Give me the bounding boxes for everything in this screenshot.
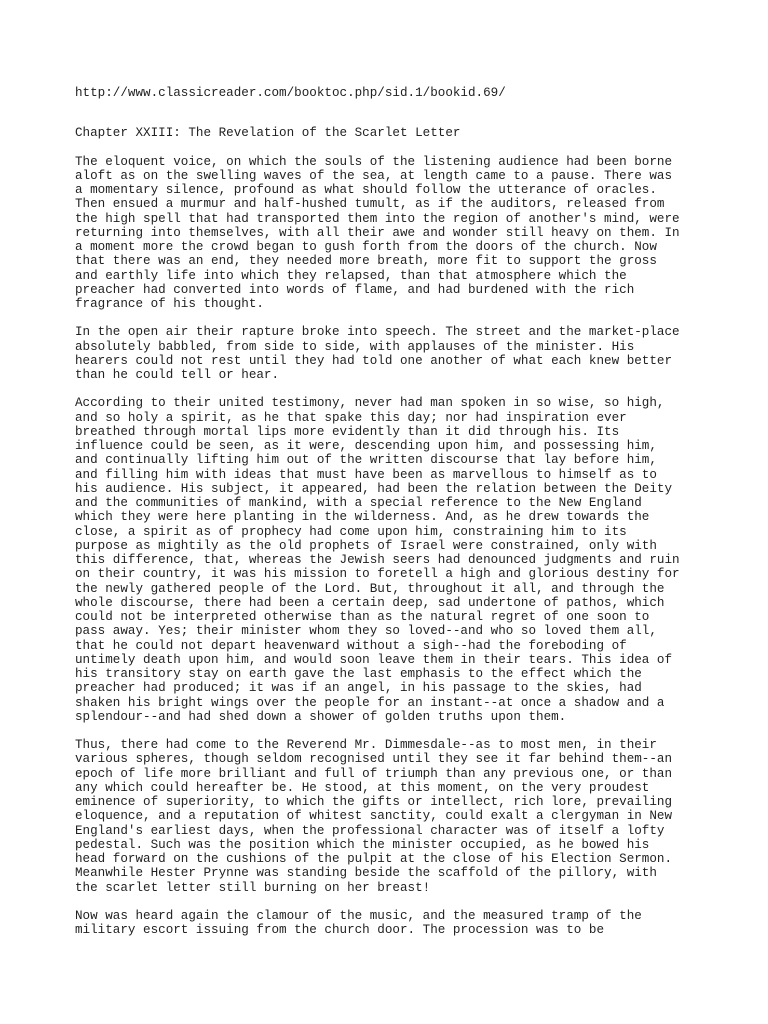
text-line: In the open air their rapture broke into speech. The street and the market-place: [75, 325, 680, 340]
text-line: on their country, it was his mission to foretell a high and glorious destiny for: [75, 567, 680, 582]
text-line: eloquence, and a reputation of whitest sanctity, could exalt a clergyman in New: [75, 809, 673, 824]
text-line: and so holy a spirit, as he that spake this day; nor had inspiration ever: [75, 410, 627, 425]
text-line: Thus, there had come to the Reverend Mr. Dimmesdale--as to most men, in their: [75, 738, 657, 752]
text-line: hearers could not rest until they had told one another of what each knew better: [75, 353, 673, 368]
chapter-body: [75, 155, 755, 938]
text-line: pedestal. Such was the position which the minister occupied, as he bowed his: [75, 837, 650, 852]
text-line: whole discourse, there had been a certain deep, sad undertone of pathos, which: [75, 595, 665, 610]
text-line: Now was heard again the clamour of the music, and the measured tramp of the: [75, 908, 642, 923]
text-line: splendour--and had shed down a shower of golden truths upon them.: [75, 709, 567, 724]
text-line: a momentary silence, profound as what should follow the utterance of oracles.: [75, 183, 657, 197]
text-line: his audience. His subject, it appeared, had been the relation between the Deity: [75, 481, 673, 496]
document-page: [75, 86, 755, 951]
text-line: Then ensued a murmur and half-hushed tumult, as if the auditors, released from: [75, 197, 665, 212]
text-line: his transitory stay on earth gave the last emphasis to the effect which the: [75, 667, 642, 681]
text-line: various spheres, though seldom recognised until they see it far behind them--an: [75, 752, 673, 767]
paragraph: [75, 738, 755, 895]
text-line: close, a spirit as of prophecy had come upon him, constraining him to its: [75, 524, 627, 539]
text-line: influence could be seen, as it were, descending upon him, and possessing him,: [75, 439, 657, 453]
text-line: could not be interpreted otherwise than as the natural regret of one soon to: [75, 610, 650, 624]
text-line: military escort issuing from the church door. The procession was to be: [75, 923, 605, 937]
text-line: any which could hereafter be. He stood, at this moment, on the very proudest: [75, 780, 650, 795]
text-line: Meanwhile Hester Prynne was standing beside the scaffold of the pillory, with: [75, 866, 657, 881]
text-line: the high spell that had transported them into the region of another's mind, were: [75, 211, 680, 226]
text-line: the scarlet letter still burning on her breast!: [75, 880, 431, 895]
text-line: than he could tell or hear.: [75, 368, 280, 382]
text-line: the newly gathered people of the Lord. But, throughout it all, and through the: [75, 581, 665, 596]
source-url: http://www.classicreader.com/booktoc.php/sid.1/bookid.69/: [75, 86, 506, 100]
text-line: pass away. Yes; their minister whom they so loved--and who so loved them all,: [75, 624, 657, 639]
paragraph: [75, 396, 755, 724]
text-line: epoch of life more brilliant and full of triumph than any previous one, or than: [75, 766, 673, 781]
text-line: preacher had produced; it was if an angel, in his passage to the skies, had: [75, 681, 642, 696]
text-line: that there was an end, they needed more breath, more fit to support the gross: [75, 254, 657, 269]
text-line: this difference, that, whereas the Jewish seers had denounced judgments and ruin: [75, 553, 680, 567]
text-line: a moment more the crowd began to gush forth from the doors of the church. Now: [75, 240, 657, 254]
text-line: and filling him with ideas that must have been as marvellous to himself as to: [75, 467, 657, 482]
text-line: breathed through mortal lips more evidently than it did through his. Its: [75, 424, 620, 439]
text-line: purpose as mightily as the old prophets of Israel were constrained, only with: [75, 538, 657, 553]
text-line: returning into themselves, with all their awe and wonder still heavy on them. In: [75, 225, 680, 240]
text-line: and continually lifting him out of the written discourse that lay before him,: [75, 453, 657, 468]
text-line: preacher had converted into words of flame, and had burdened with the rich: [75, 282, 635, 297]
text-line: fragrance of his thought.: [75, 297, 264, 311]
paragraph: [75, 909, 755, 938]
text-line: aloft as on the swelling waves of the sea, at length came to a pause. There was: [75, 168, 673, 183]
text-line: that he could not depart heavenward without a sigh--had the foreboding of: [75, 638, 627, 653]
text-line: England's earliest days, when the professional character was of itself a lofty: [75, 823, 665, 838]
text-line: According to their united testimony, never had man spoken in so wise, so high,: [75, 396, 665, 411]
text-line: untimely death upon him, and would soon leave them in their tears. This idea of: [75, 652, 673, 667]
text-line: head forward on the cushions of the pulpit at the close of his Election Sermon.: [75, 852, 673, 866]
paragraph: [75, 155, 755, 312]
text-line: and earthly life into which they relapsed, than that atmosphere which the: [75, 268, 627, 283]
text-line: shaken his bright wings over the people for an instant--at once a shadow and a: [75, 695, 665, 710]
text-line: and the communities of mankind, with a special reference to the New England: [75, 496, 642, 510]
text-line: which they were here planting in the wilderness. And, as he drew towards the: [75, 510, 650, 525]
text-line: absolutely babbled, from side to side, with applauses of the minister. His: [75, 339, 635, 354]
text-line: The eloquent voice, on which the souls of the listening audience had been borne: [75, 154, 673, 169]
text-line: eminence of superiority, to which the gifts or intellect, rich lore, prevailing: [75, 795, 673, 809]
chapter-title: Chapter XXIII: The Revelation of the Scarlet Letter: [75, 126, 461, 141]
paragraph: [75, 325, 755, 382]
